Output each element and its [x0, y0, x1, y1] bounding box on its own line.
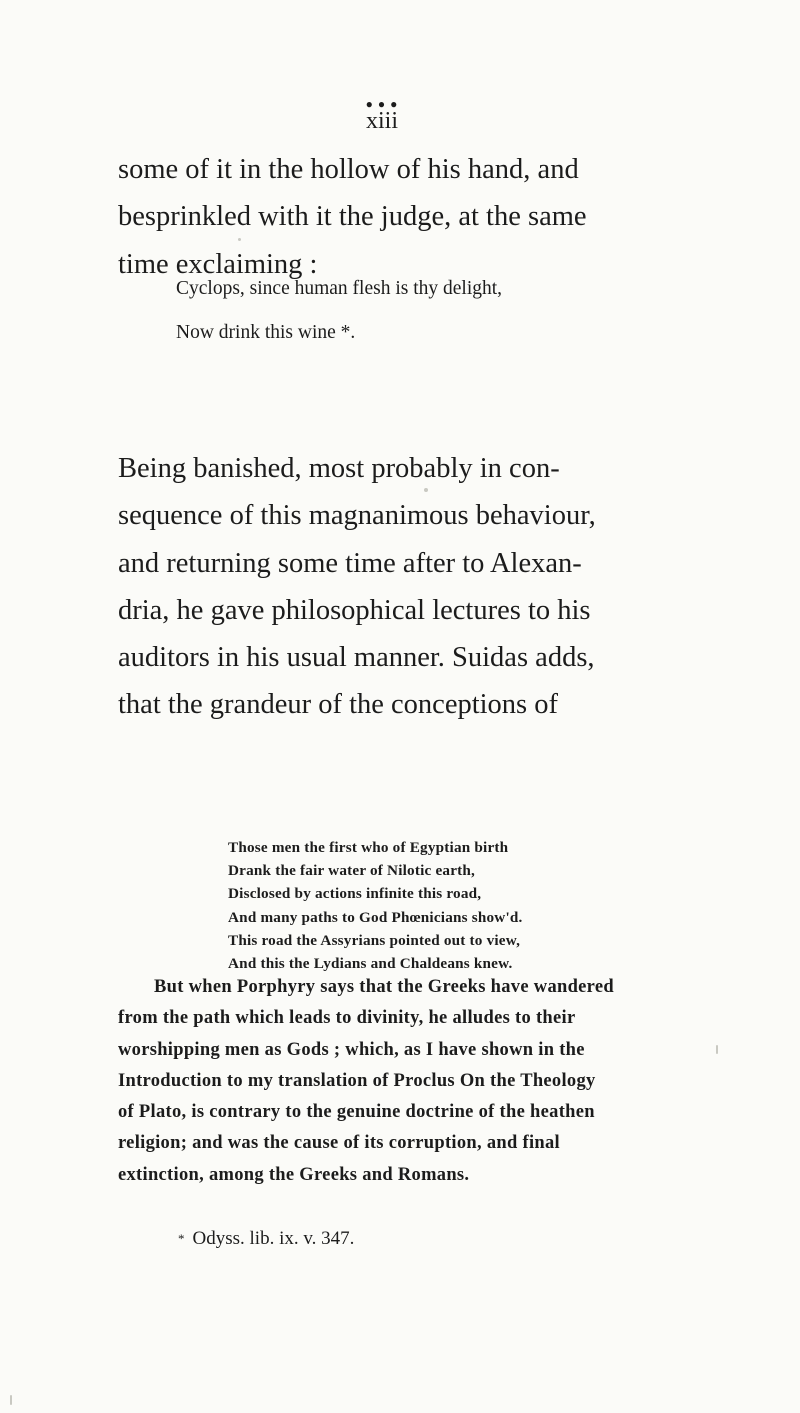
- paragraph-line: extinction, among the Greeks and Romans.: [118, 1164, 470, 1185]
- paragraph-2: [118, 445, 666, 729]
- paper-speck: [716, 1045, 718, 1054]
- paragraph-line: and returning some time after to Alexan-: [118, 547, 582, 579]
- verse-line: Drank the fair water of Nilotic earth,: [228, 862, 476, 880]
- paragraph-line: religion; and was the cause of its corruption, and final: [118, 1133, 560, 1154]
- paragraph-line: some of it in the hollow of his hand, and: [118, 154, 579, 185]
- paper-speck: [10, 1395, 12, 1405]
- paragraph-line: auditors in his usual manner. Suidas adds,: [118, 642, 595, 674]
- paragraph-line: worshipping men as Gods ; which, as I have shown in the: [118, 1039, 585, 1060]
- paragraph-line: dria, he gave philosophical lectures to his: [118, 594, 591, 626]
- verse-line: This road the Assyrians pointed out to view,: [228, 931, 521, 949]
- footnote-text: Odyss. lib. ix. v. 347.: [192, 1228, 355, 1249]
- page-ornament: ● ● ●: [365, 97, 399, 111]
- footnote: [178, 1226, 354, 1252]
- paragraph-line: Introduction to my translation of Proclus On the Theology: [118, 1070, 596, 1091]
- paragraph-line: But when Porphyry says that the Greeks have wandered: [154, 977, 614, 997]
- paragraph-line: that the grandeur of the conceptions of: [118, 689, 559, 721]
- paragraph-line: Being banished, most probably in con-: [118, 453, 560, 484]
- verse-quotation-2: [228, 836, 523, 975]
- paper-speck: [424, 488, 428, 492]
- paragraph-line: time exclaiming :: [118, 248, 318, 280]
- paragraph-line: from the path which leads to divinity, he alludes to their: [118, 1008, 576, 1029]
- page-number: xiii: [365, 108, 398, 134]
- paper-speck: [238, 238, 241, 241]
- verse-line: Those men the first who of Egyptian birth: [228, 839, 509, 856]
- verse-line: Now drink this wine *.: [176, 322, 356, 343]
- note-paragraph: [118, 972, 666, 1191]
- verse-line: Cyclops, since human flesh is thy delight,: [176, 278, 503, 299]
- paragraph-line: sequence of this magnanimous behaviour,: [118, 500, 596, 532]
- paragraph-line: besprinkled with it the judge, at the same: [118, 201, 587, 233]
- verse-quotation-1: [176, 267, 502, 355]
- footnote-mark: *: [178, 1231, 185, 1246]
- verse-line: And this the Lydians and Chaldeans knew.: [228, 955, 513, 973]
- verse-line: Disclosed by actions infinite this road,: [228, 885, 482, 903]
- paragraph-line: of Plato, is contrary to the genuine doctrine of the heathen: [118, 1102, 595, 1123]
- verse-line: And many paths to God Phœnicians show'd.: [228, 908, 523, 926]
